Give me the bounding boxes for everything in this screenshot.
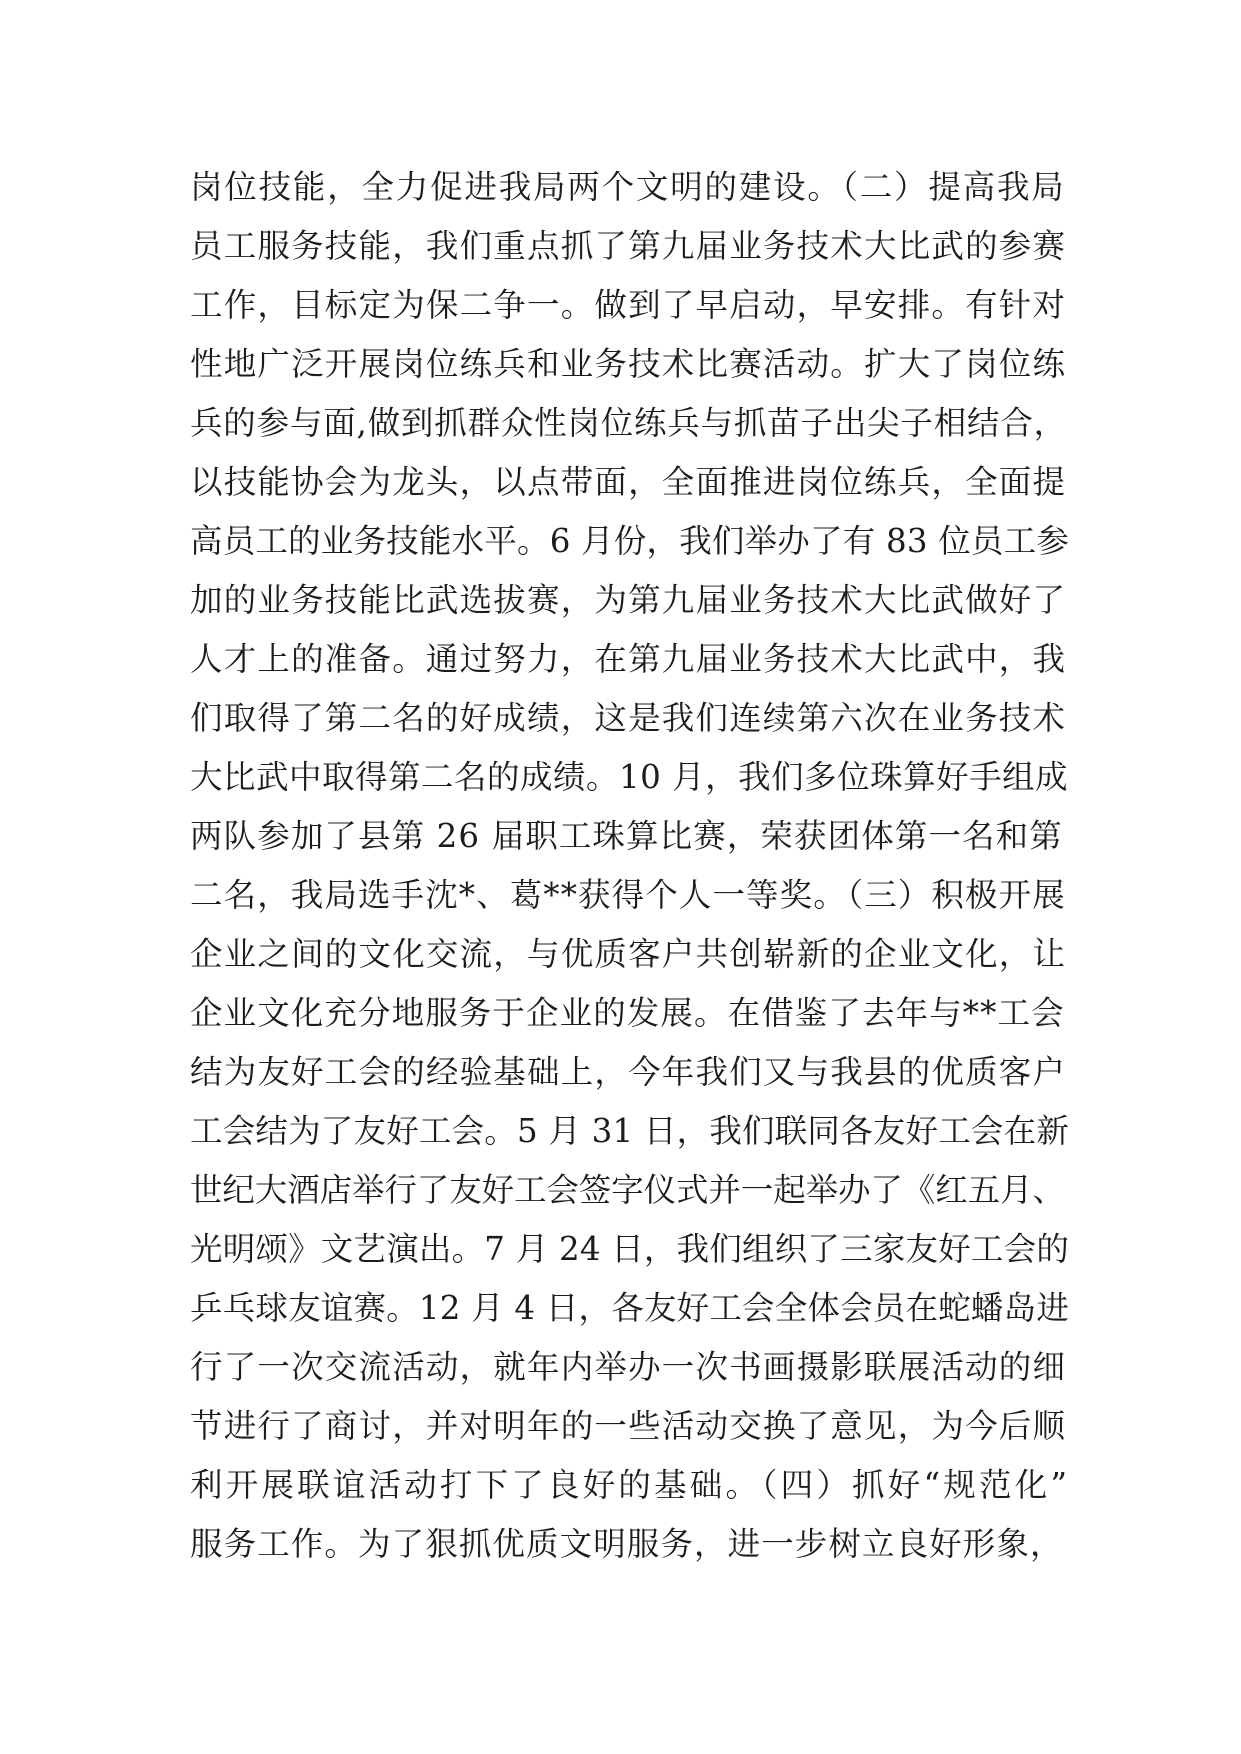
text-line: 大比武中取得第二名的成绩。10 月，我们多位珠算好手组成 [190,758,1069,796]
text-line: 岗位技能，全力促进我局两个文明的建设。（二）提高我局 [190,168,1066,206]
text-line: 企业之间的文化交流，与优质客户共创崭新的企业文化，让 [190,935,1067,973]
text-line: 二名，我局选手沈*、葛**获得个人一等奖。（三）积极开展 [190,876,1066,914]
text-line: 光明颂》文艺演出。7 月 24 日，我们组织了三家友好工会的 [190,1230,1070,1268]
text-line: 工会结为了友好工会。5 月 31 日，我们联同各友好工会在新 [190,1112,1070,1150]
text-line: 世纪大酒店举行了友好工会签字仪式并一起举办了《红五月、 [190,1171,1065,1209]
text-line: 行了一次交流活动，就年内举办一次书画摄影联展活动的细 [190,1348,1067,1386]
text-line: 人才上的准备。通过努力，在第九届业务技术大比武中，我 [190,640,1067,678]
text-line: 结为友好工会的经验基础上，今年我们又与我县的优质客户 [190,1053,1067,1091]
text-line: 利开展联谊活动打下了良好的基础。（四）抓好“规范化” [190,1466,1071,1504]
text-line: 服务工作。为了狠抓优质文明服务，进一步树立良好形象， [190,1525,1064,1563]
text-line: 员工服务技能，我们重点抓了第九届业务技术大比武的参赛 [190,227,1067,265]
text-line: 企业文化充分地服务于企业的发展。在借鉴了去年与**工会 [190,994,1065,1032]
text-line: 高员工的业务技能水平。6 月份，我们举办了有 83 位员工参 [190,522,1070,560]
text-line: 兵的参与面,做到抓群众性岗位练兵与抓苗子出尖子相结合， [190,404,1067,442]
text-line: 性地广泛开展岗位练兵和业务技术比赛活动。扩大了岗位练 [190,345,1067,383]
text-line: 们取得了第二名的好成绩，这是我们连续第六次在业务技术 [190,699,1067,737]
text-line: 两队参加了县第 26 届职工珠算比赛，荣获团体第一名和第 [190,817,1063,855]
text-line: 以技能协会为龙头，以点带面，全面推进岗位练兵，全面提 [190,463,1067,501]
body-text [190,158,1070,1574]
text-line: 乒乓球友谊赛。12 月 4 日，各友好工会全体会员在蛇蟠岛进 [190,1289,1070,1327]
text-line: 加的业务技能比武选拔赛，为第九届业务技术大比武做好了 [190,581,1067,619]
text-line: 工作，目标定为保二争一。做到了早启动，早安排。有针对 [190,286,1067,324]
text-line: 节进行了商讨，并对明年的一些活动交换了意见，为今后顺 [190,1407,1067,1445]
